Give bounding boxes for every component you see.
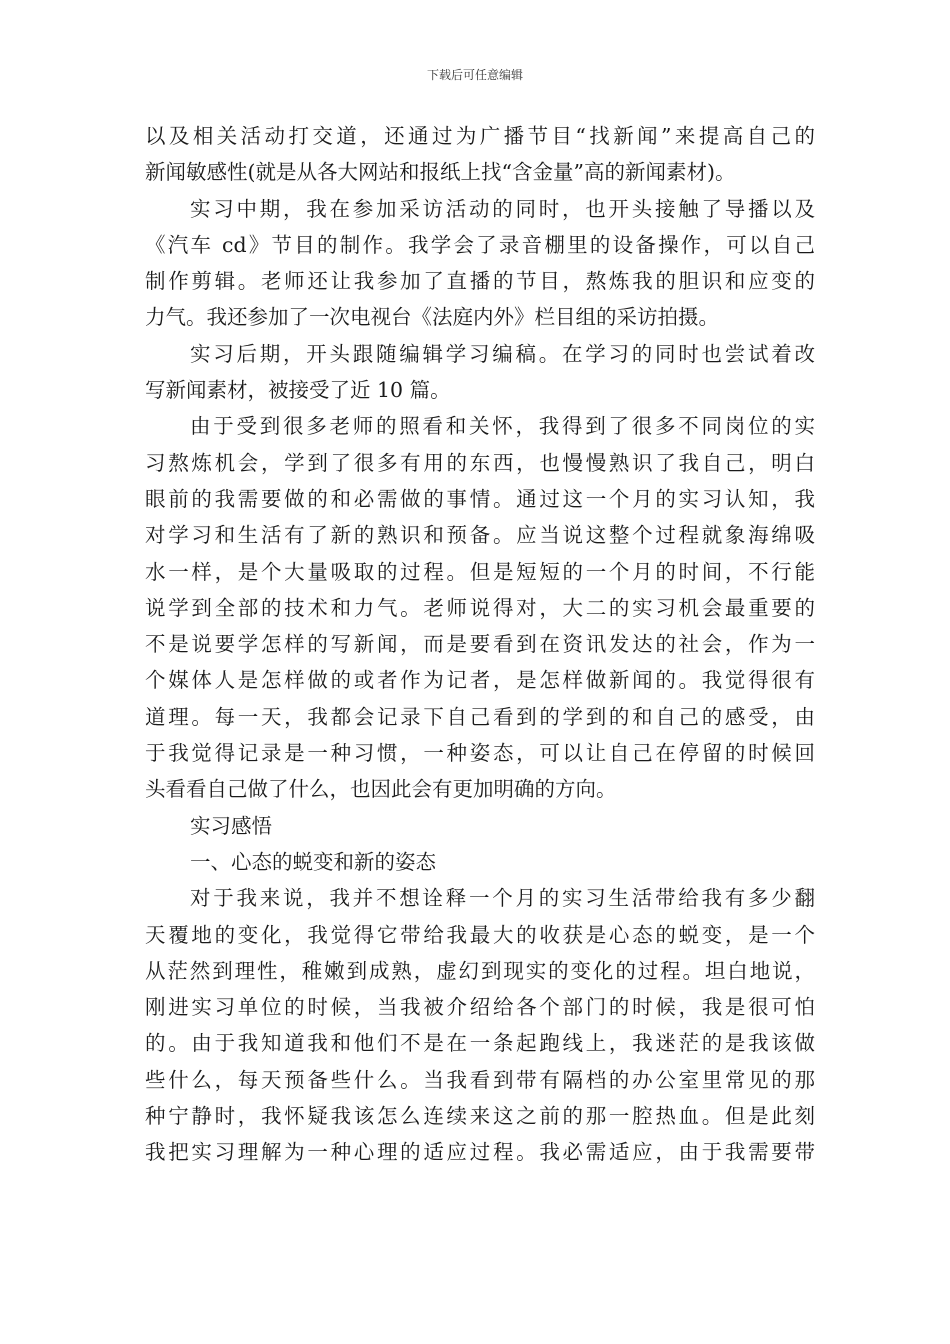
text-line: 于我觉得记录是一种习惯，一种姿态，可以让自己在停留的时候回 [145, 741, 815, 766]
text-line: 种宁静时，我怀疑我该怎么连续来这之前的那一腔热血。但是此刻 [145, 1104, 815, 1129]
text-line: 天覆地的变化，我觉得它带给我最大的收获是心态的蜕变，是一个 [145, 922, 815, 947]
text-line: 从茫然到理性，稚嫩到成熟，虚幻到现实的变化的过程。坦白地说， [145, 958, 815, 983]
text-line: 头看看自己做了什么，也因此会有更加明确的方向。 [145, 777, 617, 802]
text-line: 实习感悟 [190, 813, 272, 838]
text-line: 新闻敏感性(就是从各大网站和报纸上找“含金量”高的新闻素材)。 [145, 160, 736, 185]
text-line: 由于受到很多老师的照看和关怀，我得到了很多不同岗位的实 [190, 414, 815, 439]
text-line: 对于我来说，我并不想诠释一个月的实习生活带给我有多少翻 [190, 886, 815, 911]
text-line: 不是说要学怎样的写新闻，而是要看到在资讯发达的社会，作为一 [145, 632, 815, 657]
text-line: 力气。我还参加了一次电视台《法庭内外》栏目组的采访拍摄。 [145, 305, 719, 330]
text-line: 道理。每一天，我都会记录下自己看到的学到的和自己的感受，由 [145, 704, 815, 729]
text-line: 实习后期，开头跟随编辑学习编稿。在学习的同时也尝试着改 [190, 341, 815, 366]
text-line: 个媒体人是怎样做的或者作为记者，是怎样做新闻的。我觉得很有 [145, 668, 815, 693]
document-body [145, 118, 815, 1171]
text-line: 《汽车 cd》节目的制作。我学会了录音棚里的设备操作，可以自己 [145, 232, 815, 257]
text-line: 的。由于我知道我和他们不是在一条起跑线上，我迷茫的是我该做 [145, 1031, 815, 1056]
text-line: 习熬炼机会，学到了很多有用的东西，也慢慢熟识了我自己，明白 [145, 450, 815, 475]
text-line: 些什么，每天预备些什么。当我看到带有隔档的办公室里常见的那 [145, 1067, 815, 1092]
text-line: 对学习和生活有了新的熟识和预备。应当说这整个过程就象海绵吸 [145, 523, 815, 548]
text-line: 说学到全部的技术和力气。老师说得对，大二的实习机会最重要的 [145, 595, 815, 620]
text-line: 水一样，是个大量吸取的过程。但是短短的一个月的时间，不行能 [145, 559, 815, 584]
text-line: 一、心态的蜕变和新的姿态 [190, 849, 436, 874]
text-line: 实习中期，我在参加采访活动的同时，也开头接触了导播以及 [190, 196, 815, 221]
text-line: 眼前的我需要做的和必需做的事情。通过这一个月的实习认知，我 [145, 486, 815, 511]
page-header: 下载后可任意编辑 [426, 68, 523, 82]
text-line: 以及相关活动打交道，还通过为广播节目“找新闻”来提高自己的 [145, 124, 815, 148]
text-line: 写新闻素材，被接受了近 10 篇。 [145, 378, 451, 403]
text-line: 制作剪辑。老师还让我参加了直播的节目，熬炼我的胆识和应变的 [145, 269, 815, 294]
text-line: 我把实习理解为一种心理的适应过程。我必需适应，由于我需要带 [145, 1140, 815, 1165]
text-line: 刚进实习单位的时候，当我被介绍给各个部门的时候，我是很可怕 [145, 995, 815, 1020]
